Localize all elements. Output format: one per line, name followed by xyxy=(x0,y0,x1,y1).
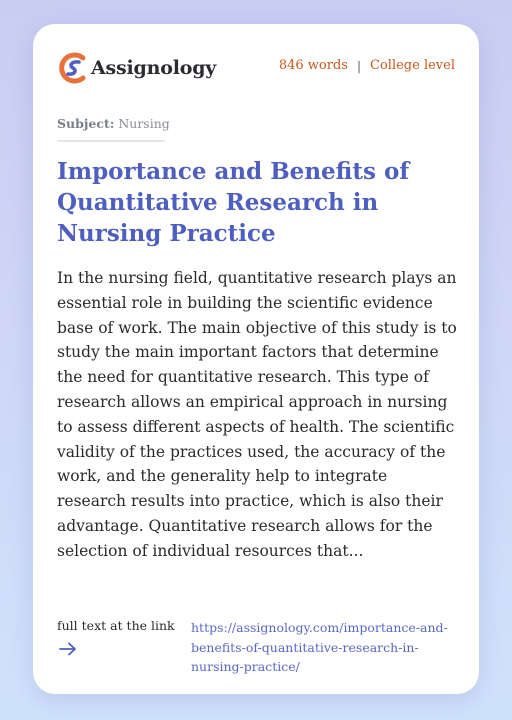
brand-logo[interactable] xyxy=(57,52,216,84)
full-text-label: full text at the link xyxy=(57,618,175,633)
brand-name: Assignology xyxy=(91,57,217,79)
assignology-logo-icon xyxy=(57,52,89,84)
subject-label: Subject: xyxy=(57,116,115,131)
essay-meta xyxy=(279,58,455,73)
academic-level: College level xyxy=(370,58,455,73)
full-text-link[interactable]: https://assignology.com/importance-and-benefits-of-quantitative-research-in-nursing-practice/ xyxy=(191,620,448,674)
essay-title: Importance and Benefits of Quantitative Research in Nursing Practice xyxy=(57,158,410,247)
arrow-right-icon[interactable] xyxy=(59,642,77,656)
essay-card xyxy=(33,24,479,694)
essay-excerpt: In the nursing field, quantitative research plays an essential role in building the scientific evidence base of work. The main objective of this study is to study the main important factors that determine the need for quantitative research. This type of research allows an empirical approach in nursing to assess different aspects of health. The scientific validity of the practices used, the accuracy of the work, and the generality help to integrate research results into practice, which is also their advantage. Quantitative research allows for the selection of individual resources that... xyxy=(57,269,457,560)
subject-line xyxy=(57,116,170,131)
word-count: 846 words xyxy=(278,58,348,73)
subject-value[interactable]: Nursing xyxy=(118,116,170,131)
meta-separator: | xyxy=(356,58,362,73)
subject-divider xyxy=(57,140,165,142)
